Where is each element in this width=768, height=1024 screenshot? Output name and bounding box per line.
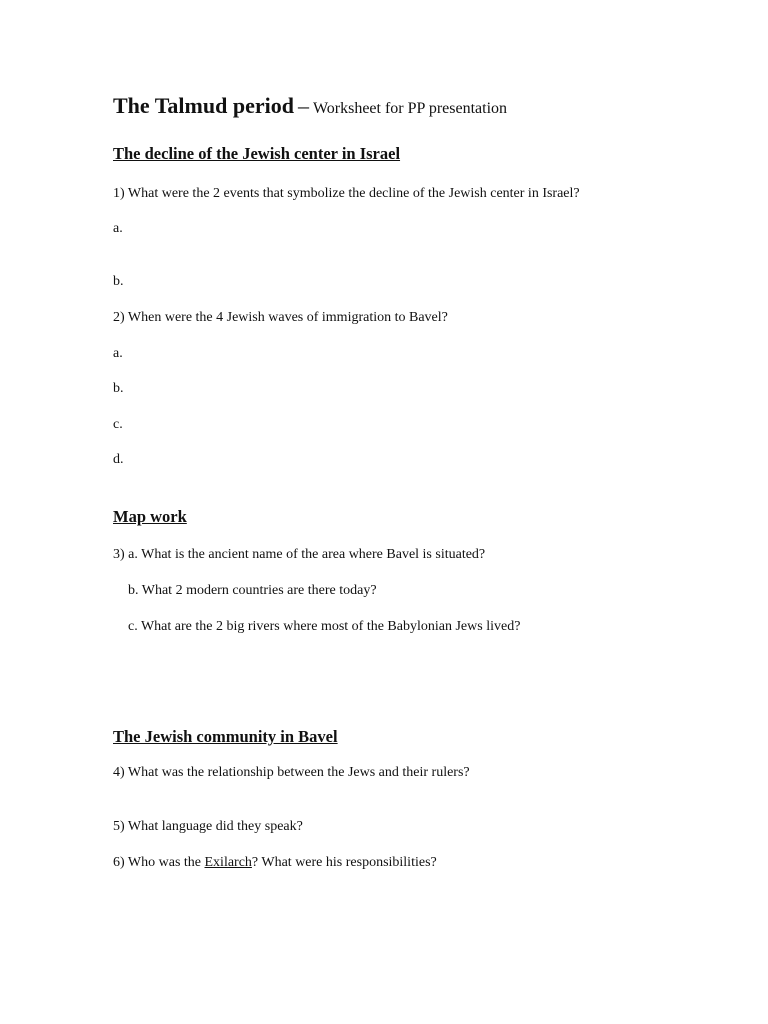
- answer-label-1a: a.: [113, 221, 123, 236]
- section-heading-map-work: Map work: [113, 507, 187, 526]
- question-3a: 3) a. What is the ancient name of the area where Bavel is situated?: [113, 547, 486, 562]
- answer-label-1b: b.: [113, 274, 124, 289]
- answer-label-2a: a.: [113, 346, 123, 361]
- question-6: [113, 855, 437, 871]
- answer-label-2d: d.: [113, 452, 124, 467]
- question-4: 4) What was the relationship between the Jews and their rulers?: [113, 765, 470, 780]
- question-5: 5) What language did they speak?: [113, 819, 303, 834]
- title-dash: –: [297, 93, 309, 118]
- question-1: 1) What were the 2 events that symbolize the decline of the Jewish center in Israel?: [113, 186, 580, 201]
- question-2: 2) When were the 4 Jewish waves of immigration to Bavel?: [113, 310, 448, 325]
- question-6-suffix: ? What were his responsibilities?: [251, 855, 437, 870]
- section-heading-community: The Jewish community in Bavel: [113, 727, 338, 746]
- title-main: The Talmud period: [113, 93, 294, 118]
- answer-label-2c: c.: [113, 417, 123, 432]
- question-6-prefix: 6) Who was the: [113, 855, 205, 870]
- title-subtitle: Worksheet for PP presentation: [312, 100, 508, 117]
- worksheet-title: [113, 93, 507, 119]
- question-3b: b. What 2 modern countries are there today?: [128, 583, 377, 598]
- section-heading-decline: The decline of the Jewish center in Israel: [113, 144, 401, 163]
- exilarch-term: Exilarch: [204, 855, 252, 870]
- question-3c: c. What are the 2 big rivers where most of the Babylonian Jews lived?: [128, 619, 521, 634]
- answer-label-2b: b.: [113, 381, 124, 396]
